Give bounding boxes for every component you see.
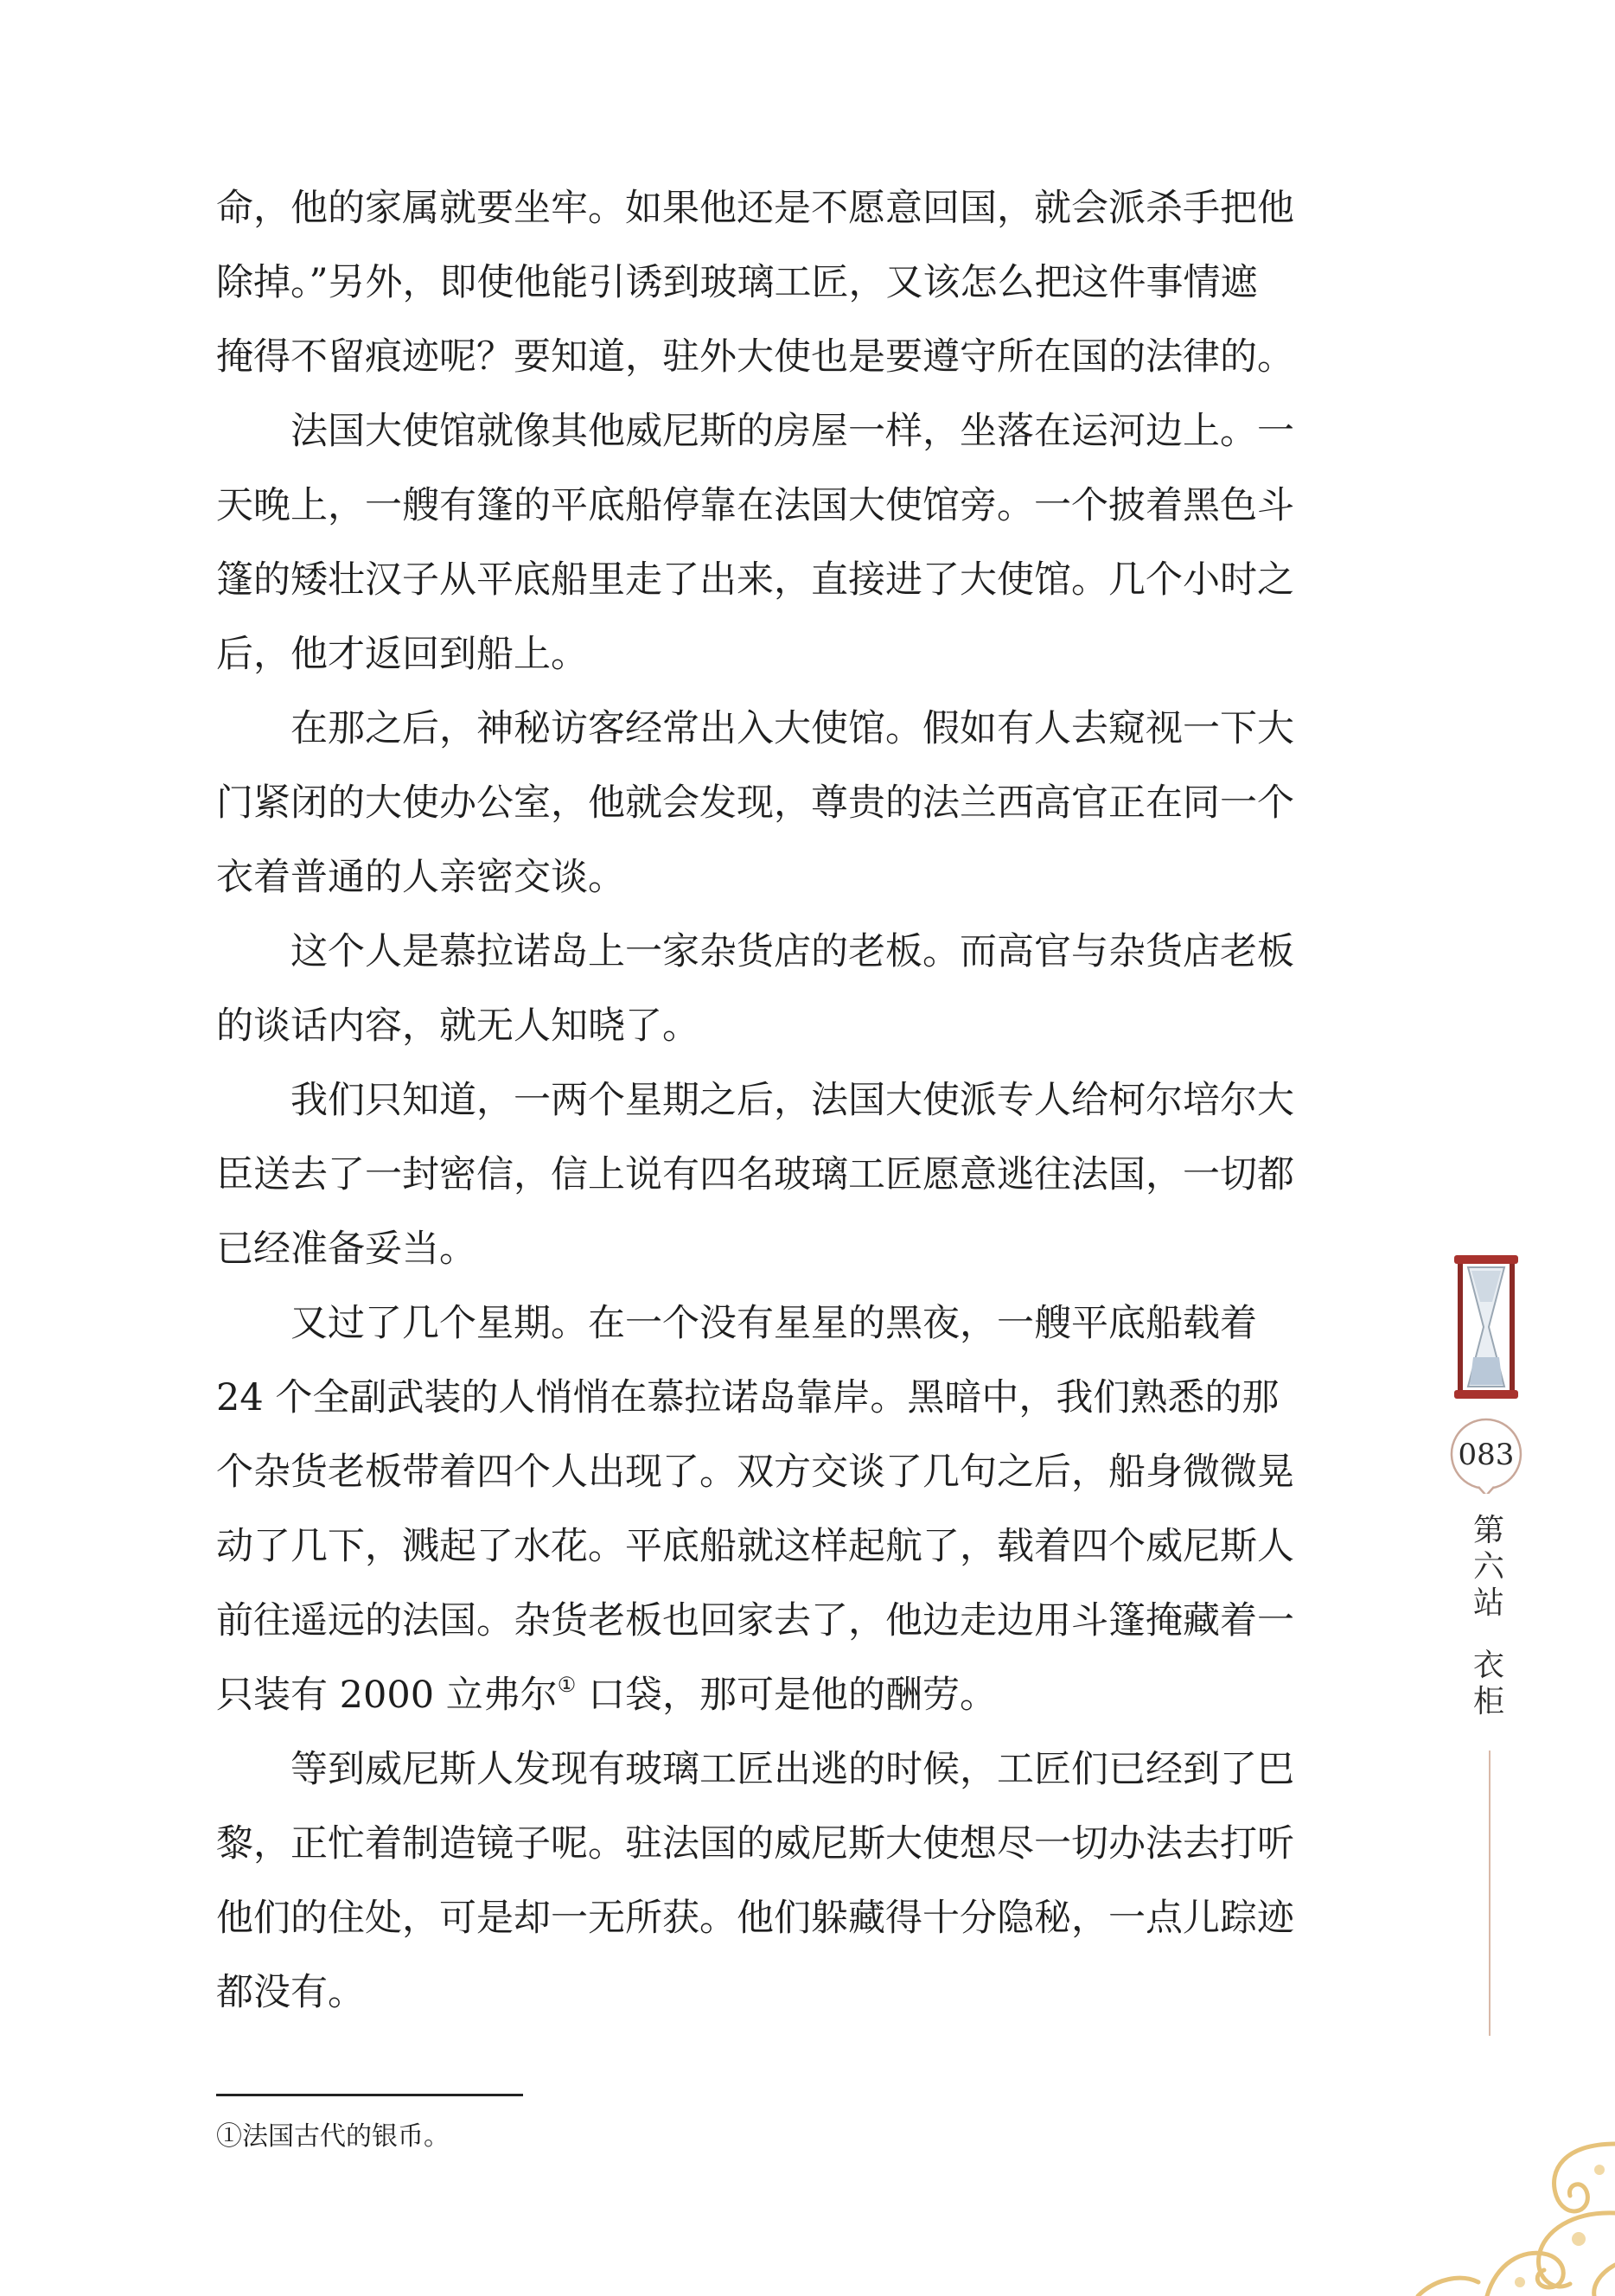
text-line: 又过了几个星期。在一个没有星星的黑夜，一艘平底船载着 [290,1302,1257,1345]
text-line: 这个人是慕拉诺岛上一家杂货店的老板。而高官与杂货店老板 [290,930,1294,973]
text-line: 前往遥远的法国。杂货老板也回家去了，他边走边用斗篷掩藏着一 [216,1599,1294,1642]
floral-ornament-icon [1366,2109,1615,2296]
text-line: 都没有。 [216,1971,365,2014]
chapter-title-char: 柜 [1472,1684,1504,1719]
footnote-divider [216,2094,523,2096]
text-line: 后，他才返回到船上。 [216,633,588,676]
text-line: 等到威尼斯人发现有玻璃工匠出逃的时候，工匠们已经到了巴 [290,1748,1294,1791]
text-line: 已经准备妥当。 [216,1228,476,1271]
text-line: 黎，正忙着制造镜子呢。驻法国的威尼斯大使想尽一切办法去打听 [216,1822,1294,1866]
chapter-title-char: 衣 [1472,1648,1504,1683]
text-line: 门紧闭的大使办公室，他就会发现，尊贵的法兰西高官正在同一个 [216,781,1294,825]
text-line-with-footnote [216,1658,1370,1732]
text-line: 衣着普通的人亲密交谈。 [216,856,625,899]
text-line: 他们的住处，可是却一无所获。他们躲藏得十分隐秘，一点儿踪迹 [216,1897,1294,1940]
body-text [216,171,1370,2030]
text-line: 法国大使馆就像其他威尼斯的房屋一样，坐落在运河边上。一 [290,410,1294,453]
chapter-station-char: 站 [1472,1585,1504,1621]
text-fragment: 只装有 2000 立弗尔 [216,1674,558,1717]
text-line: 臣送去了一封密信，信上说有四名玻璃工匠愿意逃往法国，一切都 [216,1153,1294,1196]
text-line: 除掉。”另外，即使他能引诱到玻璃工匠，又该怎么把这件事情遮 [216,261,1258,304]
chapter-station-char: 六 [1472,1549,1504,1585]
text-line: 天晚上，一艘有篷的平底船停靠在法国大使馆旁。一个披着黑色斗 [216,484,1294,527]
text-line: 动了几下，溅起了水花。平底船就这样起航了，载着四个威尼斯人 [216,1525,1294,1568]
vertical-rule [1489,1751,1491,2036]
hourglass-icon [1452,1253,1520,1400]
page-number: 083 [1458,1438,1515,1472]
chapter-label-gap [1471,1622,1506,1648]
paragraph [216,1732,1370,2030]
text-line: 24 个全副武装的人悄悄在慕拉诺岛靠岸。黑暗中，我们熟悉的那 [216,1376,1280,1419]
text-line: 我们只知道，一两个星期之后，法国大使派专人给柯尔培尔大 [290,1079,1294,1122]
text-fragment: 口袋，那可是他的酬劳。 [576,1674,997,1717]
chapter-station-char: 第 [1472,1513,1504,1548]
text-line: 篷的矮壮汉子从平底船里走了出来，直接进了大使馆。几个小时之 [216,558,1294,602]
paragraph [216,1286,1370,1732]
paragraph [216,1063,1370,1286]
footnote-marker: ① [557,1673,577,1697]
paragraph [216,171,1370,394]
text-line: 命，他的家属就要坐牢。如果他还是不愿意回国，就会派杀手把他 [216,187,1294,230]
text-line: 个杂货老板带着四个人出现了。双方交谈了几句之后，船身微微晃 [216,1451,1294,1494]
text-line: 掩得不留痕迹呢？要知道，驻外大使也是要遵守所在国的法律的。 [216,335,1294,379]
text-line: 在那之后，神秘访客经常出入大使馆。假如有人去窥视一下大 [290,707,1294,750]
paragraph [216,394,1370,692]
chapter-label [1471,1513,1506,1720]
paragraph [216,915,1370,1063]
text-line: 的谈话内容，就无人知晓了。 [216,1004,699,1048]
footnote: ①法国古代的银币。 [216,2121,450,2152]
paragraph [216,692,1370,915]
